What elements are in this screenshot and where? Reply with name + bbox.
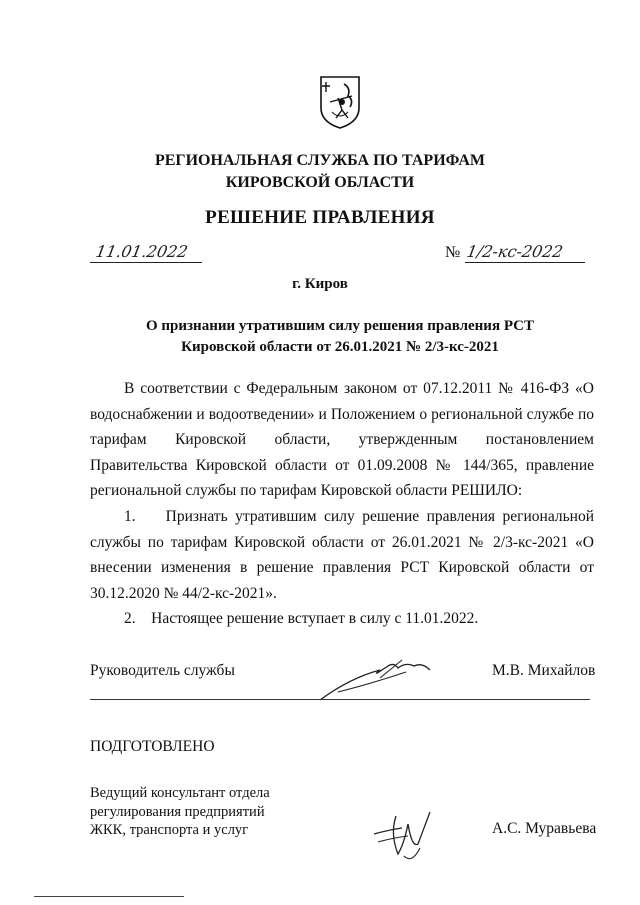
date-underline bbox=[90, 262, 202, 263]
number-sign: № bbox=[445, 244, 461, 261]
preparer-name: А.С. Муравьева bbox=[492, 820, 597, 837]
position-line-1: Ведущий консультант отдела bbox=[90, 785, 270, 801]
document-subject bbox=[120, 316, 560, 358]
preamble-paragraph: В соответствии с Федеральным законом от 07.12.2011 № 416-ФЗ «О водоснабжении и водоотведении» и Положением о региональной службе по тарифам Кировской области, утвержденным постановлением Правительства Кировской области от 01.09.2008 № 144/365, правление региональной службы по тарифам Кировской области РЕШИЛО: bbox=[90, 380, 594, 500]
number-field bbox=[445, 242, 585, 266]
date-field bbox=[90, 242, 202, 266]
position-line-2: регулирования предприятий bbox=[90, 803, 265, 820]
organization-name bbox=[0, 150, 640, 194]
number-underline bbox=[465, 262, 585, 263]
city: г. Киров bbox=[292, 276, 348, 292]
head-name: М.В. Михайлов bbox=[492, 662, 596, 679]
handwritten-date: 11.01.2022 bbox=[94, 242, 190, 261]
signature-divider bbox=[90, 699, 590, 700]
item-2-paragraph: 2. Настоящее решение вступает в силу с 11.01.2022. bbox=[124, 610, 479, 628]
subject-line-1: О признании утратившим силу решения правления РСТ bbox=[145, 318, 534, 334]
org-line-2: КИРОВСКОЙ ОБЛАСТИ bbox=[225, 174, 415, 191]
coat-of-arms-emblem bbox=[318, 74, 362, 130]
head-signature-label: Руководитель службы bbox=[90, 662, 235, 679]
preparer-position bbox=[90, 784, 270, 840]
org-line-1: РЕГИОНАЛЬНАЯ СЛУЖБА ПО ТАРИФАМ bbox=[154, 152, 486, 169]
item-1-paragraph: 1. Признать утратившим силу решение правления региональной службы по тарифам Кировской области от 26.01.2021 № 2/3-кс-2021 «О внесении изменения в решение правления РСТ Кировской области от 30.12.2020 № 44/2-кс-2021». bbox=[90, 507, 594, 602]
handwritten-number: 1/2-кс-2022 bbox=[465, 242, 565, 261]
document-body bbox=[90, 376, 594, 632]
document-type: РЕШЕНИЕ ПРАВЛЕНИЯ bbox=[205, 207, 435, 228]
subject-line-2: Кировской области от 26.01.2021 № 2/3-кс-2021 bbox=[181, 339, 499, 355]
prepared-label: ПОДГОТОВЛЕНО bbox=[90, 738, 215, 755]
footer-rule bbox=[34, 896, 184, 897]
position-line-3: ЖКК, транспорта и услуг bbox=[90, 822, 249, 838]
preparer-signature-mark bbox=[368, 804, 448, 866]
